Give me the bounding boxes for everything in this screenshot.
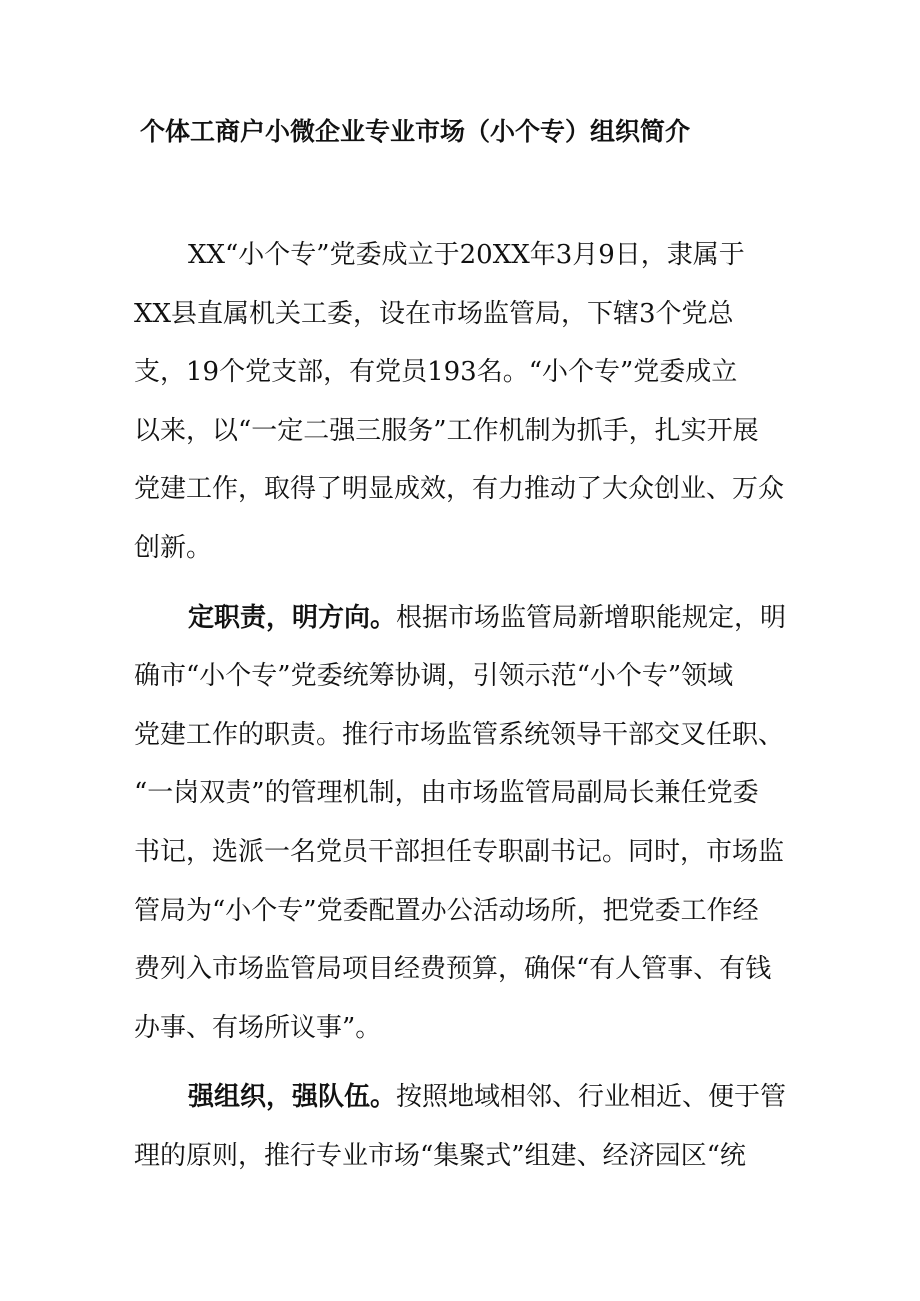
paragraph-text: 按照地域相邻、行业相近、便于管 (396, 1082, 787, 1113)
document-body (134, 226, 796, 1186)
paragraph-line: 理的原则，推行专业市场“集聚式”组建、经济园区“统 (134, 1140, 746, 1171)
paragraph-line: 支，19个党支部，有党员193名。“小个专”党委成立 (134, 357, 738, 388)
paragraph-line: 确市“小个专”党委统筹协调，引领示范“小个专”领域 (134, 661, 734, 692)
paragraph-responsibilities (134, 589, 796, 1058)
paragraph-line: 管局为“小个专”党委配置办公活动场所，把党委工作经 (134, 895, 759, 926)
paragraph-line (134, 1068, 796, 1127)
section-heading: 强组织，强队伍。 (188, 1082, 397, 1113)
paragraph-line: 书记，选派一名党员干部担任专职副书记。同时，市场监 (134, 836, 785, 867)
paragraph-line: 以来，以“一定二强三服务”工作机制为抓手，扎实开展 (134, 415, 759, 446)
paragraph-line: 党建工作的职责。推行市场监管系统领导干部交叉任职、 (134, 719, 785, 750)
paragraph-organization (134, 1068, 796, 1185)
paragraph-line: “一岗双责”的管理机制，由市场监管局副局长兼任党委 (134, 778, 759, 809)
paragraph-line: 创新。 (134, 532, 213, 563)
document-title: 个体工商户小微企业专业市场（小个专）组织简介 (140, 117, 691, 146)
section-heading: 定职责，明方向。 (188, 602, 397, 633)
paragraph-line: 党建工作，取得了明显成效，有力推动了大众创业、万众 (134, 474, 785, 505)
paragraph-line: 办事、有场所议事”。 (134, 1012, 382, 1043)
paragraph-line: XX县直属机关工委，设在市场监管局，下辖3个党总 (134, 298, 734, 329)
paragraph-line: XX“小个专”党委成立于20XX年3月9日，隶属于 (188, 240, 745, 270)
paragraph-line (134, 589, 796, 648)
paragraph-intro (134, 226, 796, 578)
paragraph-line: 费列入市场监管局项目经费预算，确保“有人管事、有钱 (134, 954, 772, 985)
paragraph-text: 根据市场监管局新增职能规定，明 (396, 602, 787, 633)
